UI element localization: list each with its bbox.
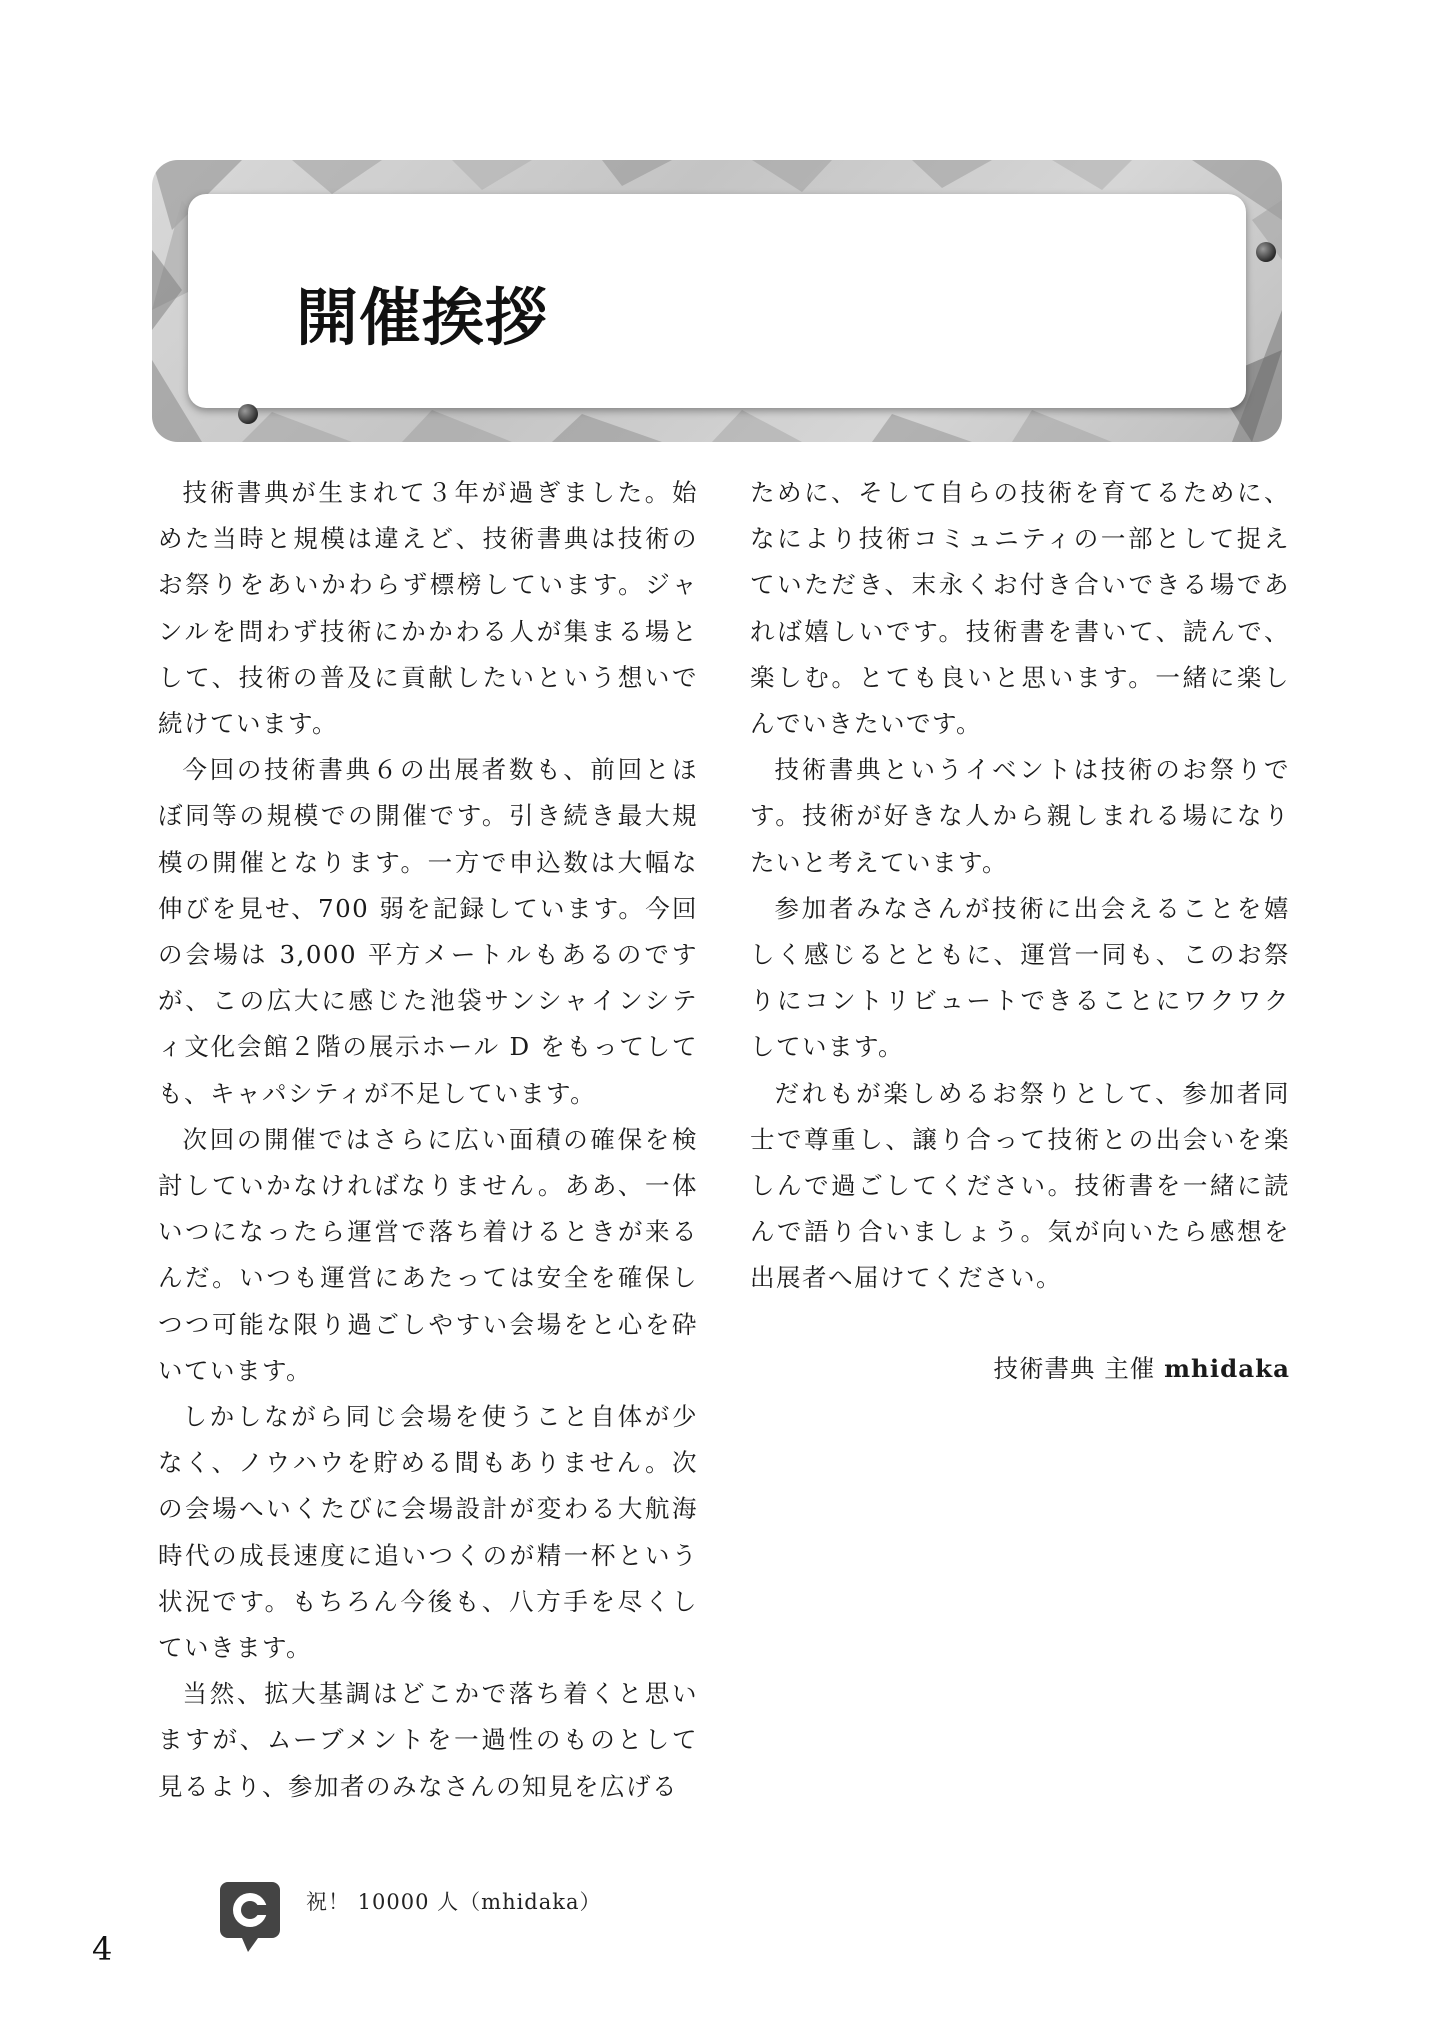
paragraph: 技術書典が生まれて３年が過ぎました。始めた当時と規模は違えど、技術書典は技術のお祭りをあいかわらず標榜しています。ジャンルを問わず技術にかかわる人が集まる場として、技術の普及に貢献したいという想いで続けています。 <box>158 478 698 739</box>
paragraph: 参加者みなさんが技術に出会えることを嬉しく感じるとともに、運営一同も、このお祭りにコントリビュートできることにワクワクしています。 <box>750 893 1290 1062</box>
paragraph: 技術書典というイベントは技術のお祭りです。技術が好きな人から親しまれる場になりたいと考えています。 <box>750 755 1290 877</box>
paragraph: しかしながら同じ会場を使うこと自体が少なく、ノウハウを貯める間もありません。次の会場へいくたびに会場設計が変わる大航海時代の成長速度に追いつくのが精一杯という状況です。もちろん今後も、八方手を尽くしていきます。 <box>158 1402 698 1663</box>
signature-role: 技術書典 主催 <box>993 1353 1156 1383</box>
footer-note: 祝！ 10000 人（mhidaka） <box>306 1890 602 1914</box>
title-banner <box>152 160 1282 442</box>
page-number: 4 <box>92 1930 113 1968</box>
paragraph: 次回の開催ではさらに広い面積の確保を検討していかなければなりません。ああ、一体いつになったら運営で落ち着けるときが来るんだ。いつも運営にあたっては安全を確保しつつ可能な限り過ごしやすい会場をと心を砕いています。 <box>158 1124 698 1385</box>
paragraph: 今回の技術書典６の出展者数も、前回とほぼ同等の規模での開催です。引き続き最大規模の開催となります。一方で申込数は大幅な伸びを見せ、700 弱を記録しています。今回の会場は 3,000 平方メートルもあるのですが、この広大に感じた池袋サンシャインシティ文化会館２階の展示ホール D をもってしても、キャパシティが不足しています。 <box>158 755 698 1108</box>
pin-icon <box>238 404 258 424</box>
paragraph: 当然、拡大基調はどこかで落ち着くと思いますが、ムーブメントを一過性のものとして見るより、参加者のみなさんの知見を広げる <box>158 1679 698 1801</box>
signature <box>750 1346 1290 1392</box>
speech-bubble-c-icon <box>218 1880 282 1954</box>
title-card <box>188 194 1246 408</box>
paragraph-continuation: ために、そして自らの技術を育てるために、なにより技術コミュニティの一部として捉えていただき、末永くお付き合いできる場であれば嬉しいです。技術書を書いて、読んで、楽しむ。とても良いと思います。一緒に楽しんでいきたいです。 <box>750 478 1290 739</box>
left-column <box>158 470 698 1810</box>
signature-name: mhidaka <box>1164 1353 1290 1383</box>
pin-icon <box>1256 242 1276 262</box>
paragraph: だれもが楽しめるお祭りとして、参加者同士で尊重し、譲り合って技術との出会いを楽しんで過ごしてください。技術書を一緒に読んで語り合いましょう。気が向いたら感想を出展者へ届けてください。 <box>750 1078 1290 1293</box>
right-column <box>750 470 1290 1392</box>
page-title: 開催挨拶 <box>296 281 549 354</box>
